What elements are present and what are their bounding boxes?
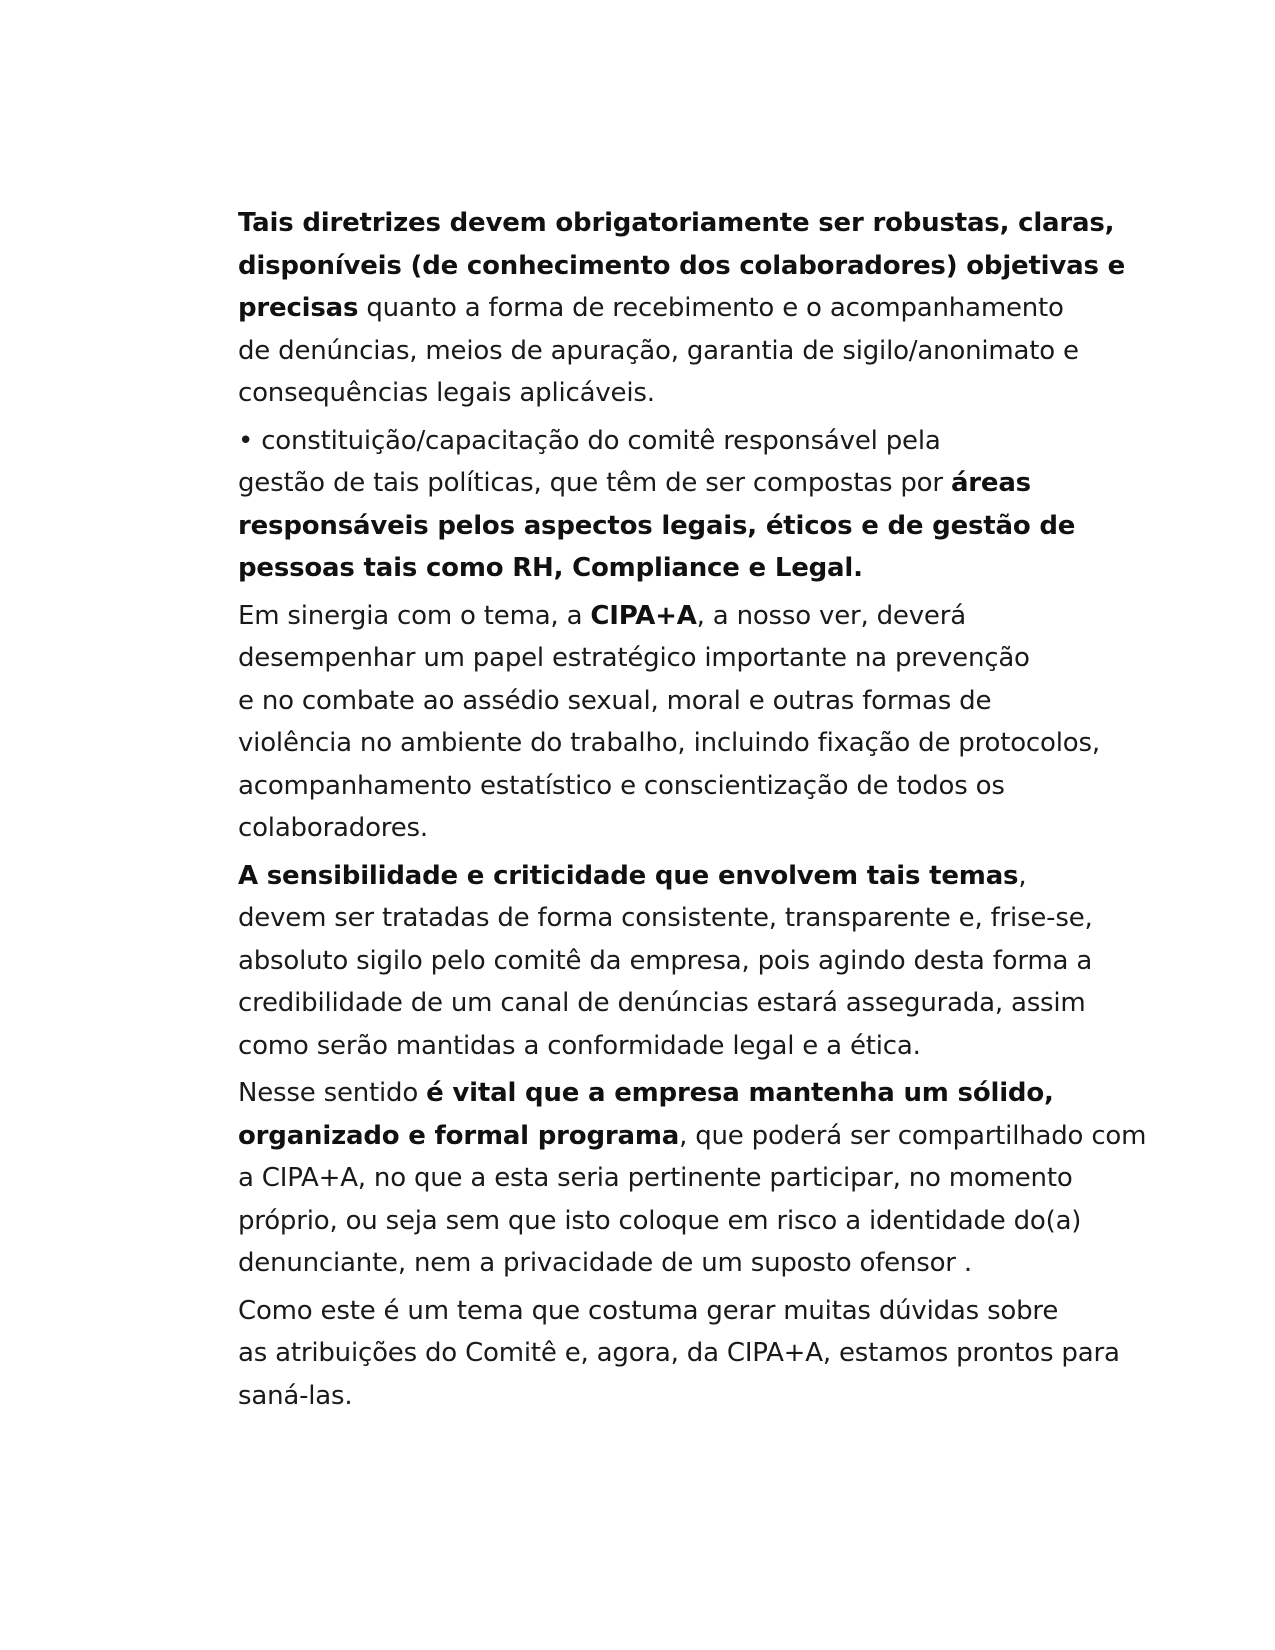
body-text: acompanhamento estatístico e conscientização de todos os bbox=[238, 770, 1005, 801]
paragraph bbox=[200, 1072, 1147, 1285]
bold-text: é vital que a empresa mantenha um sólido, bbox=[426, 1078, 1054, 1108]
body-text: credibilidade de um canal de denúncias estará assegurada, assim bbox=[238, 988, 1086, 1018]
paragraph bbox=[200, 1290, 1120, 1418]
body-text: Como este é um tema que costuma gerar muitas dúvidas sobre bbox=[238, 1295, 1059, 1326]
text-line bbox=[200, 940, 1093, 983]
text-line bbox=[200, 1242, 1080, 1285]
text-line bbox=[200, 1025, 1080, 1068]
body-text: , bbox=[1018, 860, 1027, 891]
text-line bbox=[200, 722, 1100, 765]
body-text: , a nosso ver, deverá bbox=[696, 600, 966, 631]
body-text: de denúncias, meios de apuração, garantia de sigilo/anonimato e bbox=[238, 335, 1079, 366]
text-line bbox=[200, 420, 1080, 463]
text-line bbox=[200, 765, 1080, 808]
text-line bbox=[200, 1115, 1147, 1158]
bold-text: disponíveis (de conhecimento dos colaboradores) objetivas e bbox=[238, 250, 1126, 281]
text-line bbox=[200, 1200, 1080, 1243]
text-line bbox=[200, 245, 1126, 288]
text-line bbox=[200, 462, 1080, 505]
body-text: violência no ambiente do trabalho, incluindo fixação de protocolos, bbox=[238, 728, 1100, 758]
text-line bbox=[200, 547, 1080, 590]
paragraph bbox=[200, 855, 1093, 1068]
text-line bbox=[200, 1332, 1120, 1375]
body-text: denunciante, nem a privacidade de um suposto ofensor . bbox=[238, 1248, 972, 1278]
text-line bbox=[200, 202, 1115, 245]
body-text: devem ser tratadas de forma consistente, transparente e, frise-se, bbox=[238, 903, 1093, 933]
body-text: desempenhar um papel estratégico importante na prevenção bbox=[238, 643, 1030, 673]
body-text: saná-las. bbox=[238, 1380, 353, 1411]
text-line bbox=[200, 372, 1080, 415]
text-line bbox=[200, 680, 1080, 723]
bold-text: Tais diretrizes devem obrigatoriamente ser robustas, claras, bbox=[238, 208, 1115, 238]
text-line bbox=[200, 1157, 1080, 1200]
body-text: , que poderá ser compartilhado com bbox=[679, 1120, 1147, 1151]
body-text: as atribuições do Comitê e, agora, da CIPA+A, estamos prontos para bbox=[238, 1338, 1120, 1368]
body-text: gestão de tais políticas, que têm de ser compostas por bbox=[238, 468, 951, 498]
text-line bbox=[200, 330, 1080, 373]
text-line bbox=[200, 505, 1080, 548]
body-text: colaboradores. bbox=[238, 813, 428, 843]
paragraph bbox=[200, 202, 1126, 415]
text-line bbox=[200, 1072, 1080, 1115]
body-text: próprio, ou seja sem que isto coloque em risco a identidade do(a) bbox=[238, 1205, 1082, 1236]
body-text: absoluto sigilo pelo comitê da empresa, pois agindo desta forma a bbox=[238, 945, 1093, 976]
document-body bbox=[200, 202, 1147, 1422]
bold-text: organizado e formal programa bbox=[238, 1120, 680, 1151]
body-text: Nesse sentido bbox=[238, 1078, 427, 1108]
body-text: quanto a forma de recebimento e o acompanhamento bbox=[358, 293, 1064, 323]
bold-text: áreas bbox=[950, 468, 1031, 498]
body-text: consequências legais aplicáveis. bbox=[238, 378, 655, 408]
body-text: • constituição/capacitação do comitê responsável pela bbox=[238, 425, 941, 456]
bold-text: precisas bbox=[238, 293, 359, 323]
body-text: como serão mantidas a conformidade legal e a ética. bbox=[238, 1030, 921, 1061]
bold-text: CIPA+A bbox=[590, 600, 697, 631]
text-line bbox=[200, 855, 1080, 898]
body-text: a CIPA+A, no que a esta seria pertinente participar, no momento bbox=[238, 1163, 1073, 1193]
text-line bbox=[200, 595, 1080, 638]
text-line bbox=[200, 1290, 1080, 1333]
bold-text: A sensibilidade e criticidade que envolvem tais temas bbox=[238, 860, 1019, 891]
text-line bbox=[200, 637, 1080, 680]
text-line bbox=[200, 1375, 1080, 1418]
bold-text: pessoas tais como RH, Compliance e Legal. bbox=[238, 553, 863, 583]
text-line bbox=[200, 982, 1086, 1025]
text-line bbox=[200, 287, 1080, 330]
body-text: Em sinergia com o tema, a bbox=[238, 600, 591, 631]
paragraph bbox=[200, 595, 1100, 850]
text-line bbox=[200, 897, 1093, 940]
text-line bbox=[200, 807, 1080, 850]
paragraph bbox=[200, 420, 1080, 590]
body-text: e no combate ao assédio sexual, moral e outras formas de bbox=[238, 685, 992, 716]
bold-text: responsáveis pelos aspectos legais, éticos e de gestão de bbox=[238, 510, 1076, 541]
